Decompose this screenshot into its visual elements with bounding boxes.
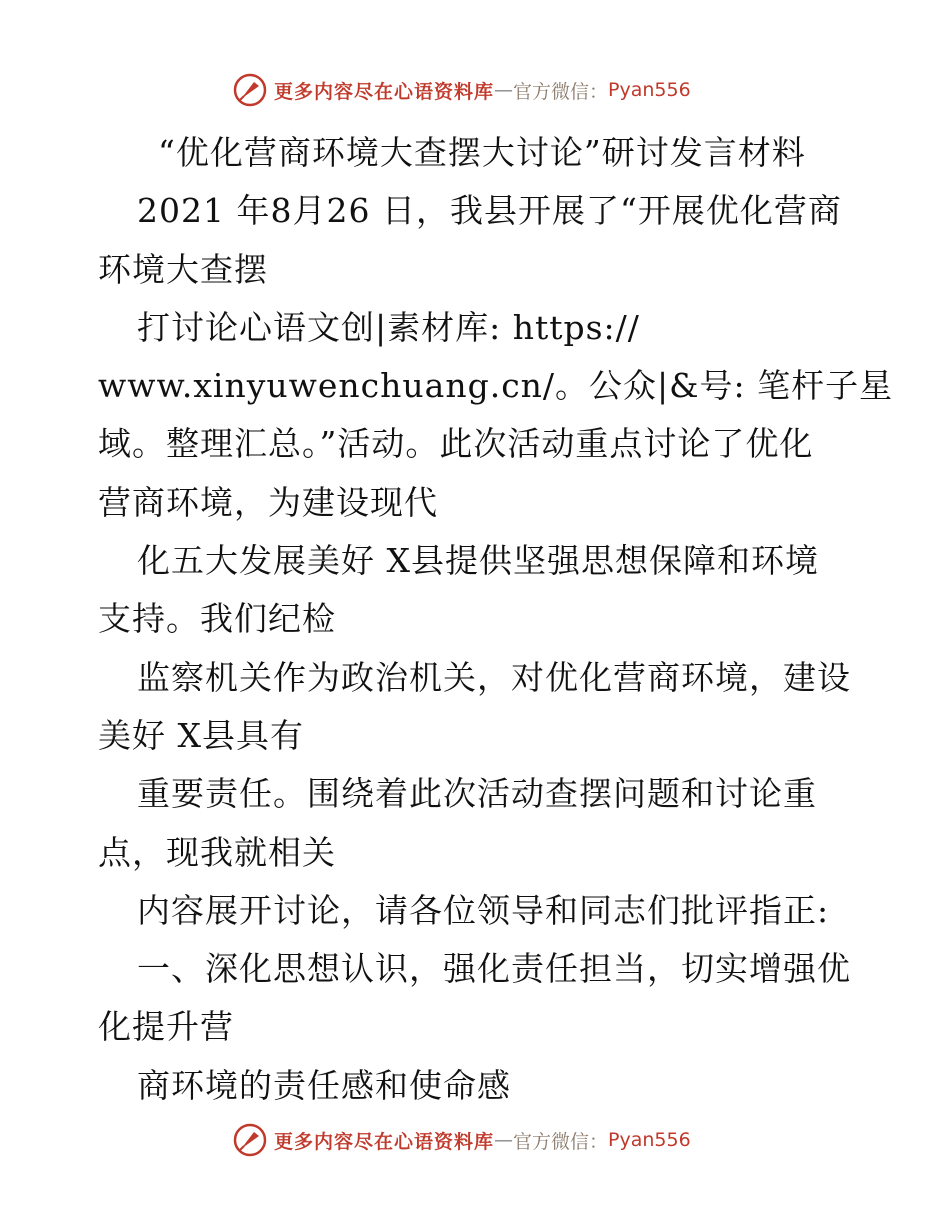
- banner-wechat-id: Pyan556: [608, 1129, 691, 1151]
- text-line: 化五大发展美好 X县提供坚强思想保障和环境: [137, 541, 819, 581]
- quill-pen-logo-icon: [232, 72, 268, 108]
- text-line: www.xinyuwenchuang.cn/。公众|&号: 笔杆子星: [98, 366, 894, 406]
- banner-wechat-id: Pyan556: [608, 79, 691, 101]
- text-line: 2021 年8月26 日，我县开展了“开展优化营商: [137, 191, 842, 231]
- document-body: [98, 124, 894, 1115]
- banner-separator: —: [494, 1129, 514, 1151]
- section-heading-line: 一、深化思想认识，强化责任担当，切实增强优: [137, 949, 851, 989]
- document-title: “优化营商环境大查摆大讨论”研讨发言材料: [158, 133, 806, 172]
- quill-pen-logo-icon: [232, 1122, 268, 1158]
- text-line: 监察机关作为政治机关，对优化营商环境，建设: [137, 657, 851, 697]
- text-line: 环境大查摆: [98, 249, 268, 289]
- text-line: 重要责任。围绕着此次活动查摆问题和讨论重: [137, 774, 817, 814]
- banner-separator: —: [494, 79, 514, 101]
- banner-wechat-label: 官方微信：: [513, 80, 609, 103]
- text-line: 营商环境，为建设现代: [98, 482, 438, 522]
- text-line: 支持。我们纪检: [98, 599, 336, 639]
- section-heading-line: 化提升营: [98, 1007, 234, 1047]
- banner-main-text: 更多内容尽在心语资料库: [274, 80, 495, 103]
- text-line: 美好 X县具有: [98, 715, 304, 755]
- banner-wechat-label: 官方微信：: [513, 1130, 609, 1153]
- header-banner: [232, 70, 691, 110]
- banner-main-text: 更多内容尽在心语资料库: [274, 1130, 495, 1153]
- text-line: 内容展开讨论，请各位领导和同志们批评指正:: [137, 890, 830, 930]
- footer-banner: [232, 1120, 691, 1160]
- text-line: 域。整理汇总。”活动。此次活动重点讨论了优化: [98, 424, 814, 464]
- text-line: 打讨论心语文创|素材库: https://: [137, 307, 640, 347]
- section-heading-line: 商环境的责任感和使命感: [137, 1065, 511, 1105]
- text-line: 点，现我就相关: [98, 832, 336, 872]
